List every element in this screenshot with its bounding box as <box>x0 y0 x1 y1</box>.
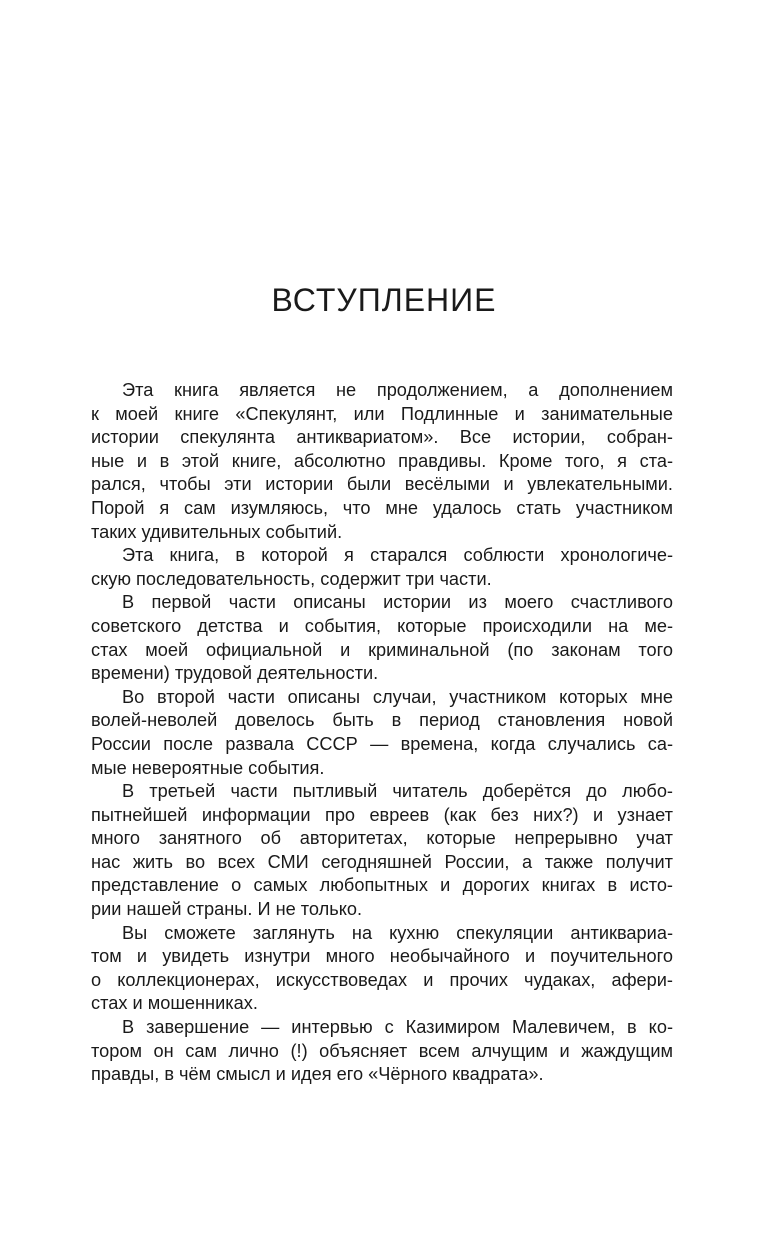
paragraph-3-line-3: стах моей официальной и криминальной (по законам того <box>91 639 673 660</box>
paragraph-5-line-1: В третьей части пытливый читатель доберётся до любо- <box>122 781 673 802</box>
paragraph-6-line-3: о коллекционерах, искусствоведах и прочих чудаках, афери- <box>91 969 673 990</box>
paragraph-7-line-1: В завершение — интервью с Казимиром Малевичем, в ко- <box>122 1017 673 1038</box>
paragraph-1-line-7: таких удивительных событий. <box>91 521 343 542</box>
chapter-title: ВСТУПЛЕНИЕ <box>271 282 497 318</box>
paragraph-3-line-1: В первой части описаны истории из моего счастливого <box>122 592 673 613</box>
paragraph-1-line-6: Порой я сам изумляюсь, что мне удалось стать участником <box>91 497 673 518</box>
paragraph-5-line-3: много занятного об авторитетах, которые непрерывно учат <box>91 828 673 849</box>
paragraph-1-line-4: ные и в этой книге, абсолютно правдивы. Кроме того, я ста- <box>91 450 673 471</box>
paragraph-7-line-2: тором он сам лично (!) объясняет всем алчущим и жаждущим <box>91 1040 673 1061</box>
paragraph-2-line-1: Эта книга, в которой я старался соблюсти хронологиче- <box>122 545 673 566</box>
paragraph-4-line-4: мые невероятные события. <box>91 757 325 778</box>
paragraph-6-line-4: стах и мошенниках. <box>91 993 258 1014</box>
paragraph-5-line-6: рии нашей страны. И не только. <box>91 899 363 920</box>
paragraph-3-line-2: советского детства и события, которые происходили на ме- <box>91 615 673 636</box>
paragraph-3-line-4: времени) трудовой деятельности. <box>91 663 379 684</box>
paragraph-4-line-2: волей-неволей довелось быть в период становления новой <box>91 710 673 731</box>
paragraph-4-line-1: Во второй части описаны случаи, участником которых мне <box>122 686 673 707</box>
paragraph-7-line-3: правды, в чём смысл и идея его «Чёрного квадрата». <box>91 1064 544 1085</box>
paragraph-4-line-3: России после развала СССР — времена, когда случались са- <box>91 733 673 754</box>
paragraph-1-line-5: рался, чтобы эти истории были весёлыми и увлекательными. <box>91 474 673 495</box>
chapter-body <box>91 379 673 1087</box>
paragraph-5-line-2: пытнейшей информации про евреев (как без них?) и узнает <box>91 804 673 825</box>
paragraph-6-line-2: том и увидеть изнутри много необычайного и поучительного <box>91 946 673 967</box>
paragraph-1-line-3: истории спекулянта антиквариатом». Все истории, собран- <box>91 427 673 448</box>
paragraph-1-line-2: к моей книге «Спекулянт, или Подлинные и занимательные <box>91 403 673 424</box>
paragraph-2-line-2: скую последовательность, содержит три части. <box>91 568 492 589</box>
paragraph-1-line-1: Эта книга является не продолжением, а дополнением <box>122 380 673 400</box>
paragraph-6-line-1: Вы сможете заглянуть на кухню спекуляции антиквариа- <box>122 922 673 943</box>
paragraph-5-line-4: нас жить во всех СМИ сегодняшней России, а также получит <box>91 851 673 872</box>
paragraph-5-line-5: представление о самых любопытных и дорогих книгах в исто- <box>91 875 673 896</box>
